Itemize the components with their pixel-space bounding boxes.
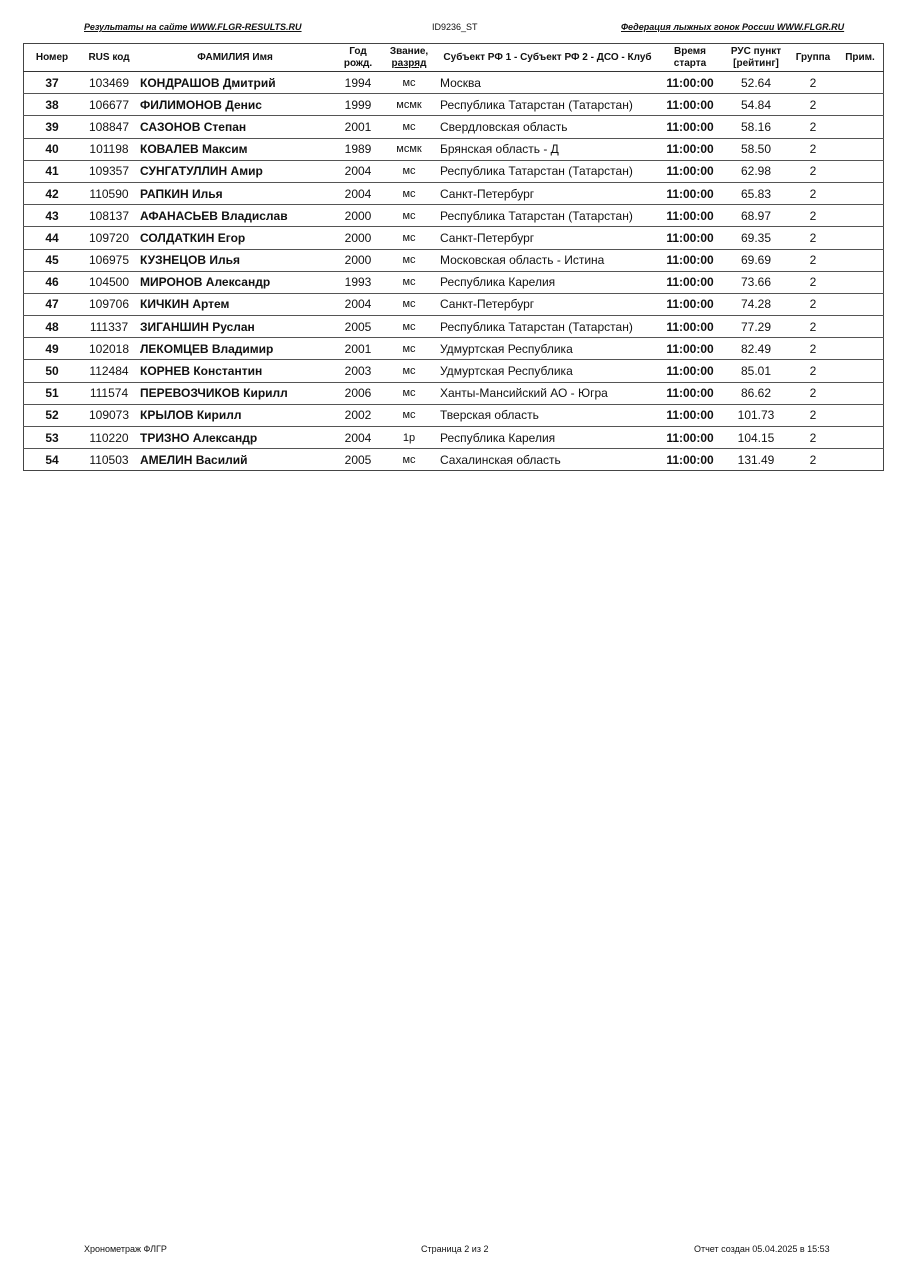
cell-rank: мс: [384, 271, 434, 293]
table-row: [24, 160, 884, 182]
cell-rank: мс: [384, 249, 434, 271]
cell-rus-points: 104.15: [723, 427, 789, 449]
cell-rus-code: 103469: [80, 72, 138, 94]
cell-group: 2: [789, 72, 837, 94]
table-row: [24, 72, 884, 94]
cell-rus-code: 106975: [80, 249, 138, 271]
cell-name: ФИЛИМОНОВ Денис: [138, 94, 332, 116]
cell-rus-code: 102018: [80, 338, 138, 360]
cell-rank: мс: [402, 453, 416, 466]
col-header-group: Группа: [789, 44, 837, 72]
cell-birth-year: 1993: [332, 271, 384, 293]
cell-group: 2: [789, 249, 837, 271]
table-row: [24, 382, 884, 404]
table-header-row: [24, 44, 884, 72]
cell-birth-year: 2004: [332, 182, 384, 204]
cell-rus-code: 109357: [80, 160, 138, 182]
table-row: [24, 316, 884, 338]
cell-rus-points: 131.49: [737, 452, 775, 467]
cell-group: 2: [789, 427, 837, 449]
cell-rus-code: 109073: [80, 404, 138, 426]
table-row: [24, 271, 884, 293]
cell-note: [837, 360, 884, 382]
cell-birth-year: 2000: [332, 227, 384, 249]
cell-name: АМЕЛИН Василий: [140, 452, 248, 467]
cell-birth-year: 2004: [332, 160, 384, 182]
cell-rus-points: 54.84: [723, 94, 789, 116]
cell-start-time: 11:00:00: [657, 293, 723, 315]
cell-name: МИРОНОВ Александр: [138, 271, 332, 293]
cell-start-time: 11:00:00: [657, 138, 723, 160]
cell-start-time: 11:00:00: [657, 160, 723, 182]
cell-rus-points: 77.29: [723, 316, 789, 338]
cell-rank: мс: [384, 227, 434, 249]
table-row: [24, 449, 884, 471]
cell-birth-year: 2003: [332, 360, 384, 382]
cell-start-time: 11:00:00: [657, 382, 723, 404]
cell-rank: мс: [384, 182, 434, 204]
cell-group: 2: [809, 452, 817, 467]
cell-number: 51: [24, 382, 81, 404]
cell-start-time: 11:00:00: [657, 271, 723, 293]
cell-group: 2: [789, 182, 837, 204]
cell-name: АФАНАСЬЕВ Владислав: [138, 205, 332, 227]
cell-region: Республика Татарстан (Татарстан): [434, 316, 657, 338]
cell-region: Удмуртская Республика: [434, 338, 657, 360]
cell-note: [837, 427, 884, 449]
cell-rus-points: 58.16: [723, 116, 789, 138]
cell-region: Ханты-Мансийский АО - Югра: [434, 382, 657, 404]
cell-rus-code: 106677: [80, 94, 138, 116]
federation-site-link[interactable]: Федерация лыжных гонок России WWW.FLGR.RU: [621, 22, 845, 32]
table-row: [24, 94, 884, 116]
cell-birth-year: 2001: [332, 338, 384, 360]
cell-start-time: 11:00:00: [657, 404, 723, 426]
cell-region: Республика Татарстан (Татарстан): [434, 205, 657, 227]
page-header: [0, 22, 906, 38]
table-row: [24, 227, 884, 249]
cell-rus-code: 101198: [80, 138, 138, 160]
cell-region: Республика Карелия: [434, 271, 657, 293]
cell-group: 2: [789, 94, 837, 116]
col-header-region: Субъект РФ 1 - Субъект РФ 2 - ДСО - Клуб: [434, 44, 657, 72]
cell-number: 43: [24, 205, 81, 227]
cell-region: Свердловская область: [434, 116, 657, 138]
col-header-rus-line2: [рейтинг]: [733, 57, 779, 69]
cell-rank: мс: [384, 338, 434, 360]
cell-rus-points: 52.64: [723, 72, 789, 94]
col-header-number: Номер: [24, 44, 81, 72]
col-header-name: ФАМИЛИЯ Имя: [138, 44, 332, 72]
cell-rus-points: 73.66: [723, 271, 789, 293]
cell-number: 40: [24, 138, 81, 160]
cell-region: Санкт-Петербург: [434, 293, 657, 315]
cell-name: СУНГАТУЛЛИН Амир: [138, 160, 332, 182]
cell-rank: мс: [384, 293, 434, 315]
cell-rank: 1р: [384, 427, 434, 449]
cell-rank: мс: [384, 360, 434, 382]
col-header-rank: [384, 44, 434, 72]
cell-start-time: 11:00:00: [657, 427, 723, 449]
cell-number: 47: [24, 293, 81, 315]
cell-number: 48: [24, 316, 81, 338]
start-list-table: [23, 43, 884, 471]
cell-rank: мс: [384, 316, 434, 338]
cell-rus-code: 109706: [80, 293, 138, 315]
cell-birth-year: 2001: [332, 116, 384, 138]
cell-rus-points: 101.73: [723, 404, 789, 426]
cell-birth-year: 2002: [332, 404, 384, 426]
cell-birth-year: 1989: [332, 138, 384, 160]
cell-region: Сахалинская область: [440, 452, 561, 467]
cell-rus-points: 62.98: [723, 160, 789, 182]
cell-rus-points: 65.83: [723, 182, 789, 204]
table-row: [24, 338, 884, 360]
col-header-note: Прим.: [837, 44, 884, 72]
cell-start-time: 11:00:00: [657, 94, 723, 116]
cell-rus-points: 85.01: [723, 360, 789, 382]
col-header-rank-line2: разряд: [391, 57, 427, 69]
cell-start-time: 11:00:00: [657, 360, 723, 382]
footer-report-created: Отчет создан 05.04.2025 в 15:53: [694, 1244, 830, 1254]
cell-birth-year: 2006: [332, 382, 384, 404]
cell-number: 50: [24, 360, 81, 382]
cell-start-time: 11:00:00: [657, 205, 723, 227]
cell-rank: мсмк: [384, 94, 434, 116]
cell-region: Московская область - Истина: [434, 249, 657, 271]
col-header-rus-points: [723, 44, 789, 72]
cell-rus-code: 111574: [80, 382, 138, 404]
cell-rank: мсмк: [384, 138, 434, 160]
cell-birth-year: 1994: [332, 72, 384, 94]
cell-birth-year: 2004: [332, 427, 384, 449]
cell-name: ЛЕКОМЦЕВ Владимир: [138, 338, 332, 360]
table-row: [24, 205, 884, 227]
cell-group: 2: [789, 160, 837, 182]
cell-note: [837, 449, 884, 471]
cell-birth-year: 2005: [344, 452, 372, 467]
cell-birth-year: 2005: [332, 316, 384, 338]
cell-name: КРЫЛОВ Кирилл: [138, 404, 332, 426]
cell-number: 39: [24, 116, 81, 138]
cell-group: 2: [789, 138, 837, 160]
cell-number: 54: [45, 452, 59, 467]
cell-name: СОЛДАТКИН Егор: [138, 227, 332, 249]
cell-name: РАПКИН Илья: [138, 182, 332, 204]
cell-birth-year: 2004: [332, 293, 384, 315]
cell-start-time: 11:00:00: [666, 452, 714, 467]
table-row: [24, 404, 884, 426]
cell-start-time: 11:00:00: [657, 316, 723, 338]
cell-note: [837, 271, 884, 293]
cell-note: [837, 293, 884, 315]
cell-group: 2: [789, 382, 837, 404]
cell-group: 2: [789, 293, 837, 315]
cell-note: [837, 138, 884, 160]
cell-group: 2: [789, 227, 837, 249]
cell-rus-points: 69.69: [723, 249, 789, 271]
col-header-rank-line1: Звание,: [389, 45, 429, 57]
col-header-birth-year: Год рожд.: [332, 44, 384, 72]
cell-rank: мс: [384, 205, 434, 227]
cell-note: [837, 227, 884, 249]
cell-start-time: 11:00:00: [657, 249, 723, 271]
cell-rank: мс: [384, 404, 434, 426]
cell-region: Удмуртская Республика: [434, 360, 657, 382]
cell-rus-points: 86.62: [723, 382, 789, 404]
cell-birth-year: 2000: [332, 249, 384, 271]
cell-group: 2: [789, 205, 837, 227]
cell-group: 2: [789, 338, 837, 360]
cell-name: КОРНЕВ Константин: [138, 360, 332, 382]
col-header-time-line1: Время: [674, 45, 706, 57]
cell-note: [837, 249, 884, 271]
table-row: [24, 182, 884, 204]
col-header-rus-code: RUS код: [80, 44, 138, 72]
cell-number: 52: [24, 404, 81, 426]
cell-note: [837, 404, 884, 426]
cell-note: [837, 94, 884, 116]
cell-rus-code: 104500: [80, 271, 138, 293]
cell-start-time: 11:00:00: [657, 116, 723, 138]
cell-number: 37: [24, 72, 81, 94]
document-id: ID9236_ST: [432, 22, 478, 32]
results-site-link[interactable]: Результаты на сайте WWW.FLGR-RESULTS.RU: [84, 22, 302, 32]
cell-name: ПЕРЕВОЗЧИКОВ Кирилл: [138, 382, 332, 404]
cell-group: 2: [789, 316, 837, 338]
cell-name: КУЗНЕЦОВ Илья: [138, 249, 332, 271]
cell-region: Республика Татарстан (Татарстан): [434, 160, 657, 182]
cell-rus-points: 82.49: [723, 338, 789, 360]
cell-start-time: 11:00:00: [657, 338, 723, 360]
cell-rus-points: 69.35: [723, 227, 789, 249]
cell-region: Москва: [434, 72, 657, 94]
cell-rus-code: 112484: [80, 360, 138, 382]
cell-rus-code: 108847: [80, 116, 138, 138]
cell-rank: мс: [384, 72, 434, 94]
cell-region: Санкт-Петербург: [434, 227, 657, 249]
table-row: [24, 249, 884, 271]
cell-rus-points: 74.28: [723, 293, 789, 315]
cell-rus-code: 111337: [80, 316, 138, 338]
cell-rus-points: 58.50: [723, 138, 789, 160]
col-header-rus-line1: РУС пункт: [730, 45, 782, 57]
cell-name: КОВАЛЕВ Максим: [138, 138, 332, 160]
col-header-time-line2: старта: [673, 57, 707, 69]
table-row: [24, 116, 884, 138]
cell-number: 46: [24, 271, 81, 293]
cell-region: Тверская область: [434, 404, 657, 426]
cell-rus-code: 110220: [80, 427, 138, 449]
cell-rank: мс: [384, 382, 434, 404]
cell-rus-code: 110590: [80, 182, 138, 204]
cell-name: ТРИЗНО Александр: [138, 427, 332, 449]
cell-start-time: 11:00:00: [657, 182, 723, 204]
cell-rus-code: 109720: [80, 227, 138, 249]
cell-note: [837, 72, 884, 94]
cell-number: 49: [24, 338, 81, 360]
cell-name: ЗИГАНШИН Руслан: [138, 316, 332, 338]
table-row: [24, 293, 884, 315]
cell-note: [837, 160, 884, 182]
cell-number: 45: [24, 249, 81, 271]
cell-region: Брянская область - Д: [434, 138, 657, 160]
cell-number: 41: [24, 160, 81, 182]
cell-number: 53: [24, 427, 81, 449]
table-row: [24, 360, 884, 382]
cell-birth-year: 2000: [332, 205, 384, 227]
cell-rus-points: 68.97: [723, 205, 789, 227]
cell-number: 38: [24, 94, 81, 116]
cell-region: Республика Татарстан (Татарстан): [434, 94, 657, 116]
cell-rus-code: 108137: [80, 205, 138, 227]
footer-timing: Хронометраж ФЛГР: [84, 1244, 167, 1254]
cell-birth-year: 1999: [332, 94, 384, 116]
cell-group: 2: [789, 271, 837, 293]
cell-note: [837, 182, 884, 204]
cell-name: КОНДРАШОВ Дмитрий: [138, 72, 332, 94]
cell-group: 2: [789, 116, 837, 138]
cell-group: 2: [789, 404, 837, 426]
cell-rus-code: 110503: [89, 452, 129, 467]
footer-page-number: Страница 2 из 2: [421, 1244, 489, 1254]
cell-note: [837, 338, 884, 360]
cell-number: 44: [24, 227, 81, 249]
table-row: [24, 138, 884, 160]
cell-region: Республика Карелия: [434, 427, 657, 449]
cell-start-time: 11:00:00: [657, 227, 723, 249]
cell-note: [837, 382, 884, 404]
cell-number: 42: [24, 182, 81, 204]
cell-note: [837, 316, 884, 338]
cell-start-time: 11:00:00: [657, 72, 723, 94]
col-header-start-time: [657, 44, 723, 72]
cell-name: КИЧКИН Артем: [138, 293, 332, 315]
cell-group: 2: [789, 360, 837, 382]
table-row: [24, 427, 884, 449]
cell-region: Санкт-Петербург: [434, 182, 657, 204]
cell-note: [837, 116, 884, 138]
cell-rank: мс: [384, 160, 434, 182]
cell-rank: мс: [384, 116, 434, 138]
cell-note: [837, 205, 884, 227]
cell-name: САЗОНОВ Степан: [138, 116, 332, 138]
